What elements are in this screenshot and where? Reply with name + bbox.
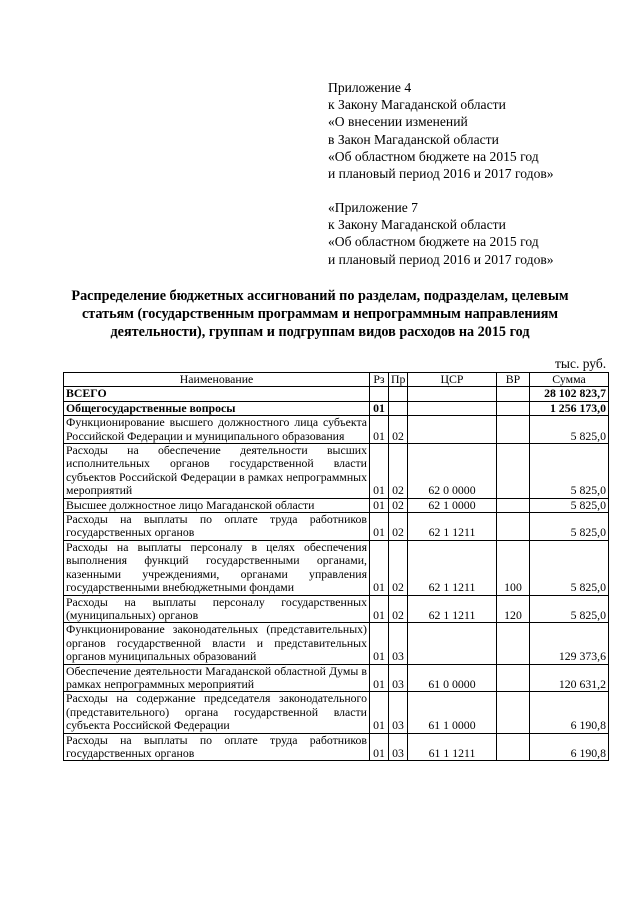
cell-csr <box>408 623 497 664</box>
table-row <box>64 540 609 595</box>
cell-name: Расходы на выплаты персоналу государственных (муниципальных) органов <box>64 595 370 623</box>
unit-label: тыс. руб. <box>555 356 607 371</box>
cell-name: Обеспечение деятельности Магаданской областной Думы в рамках непрограммных мероприятий <box>64 664 370 692</box>
cell-pr: 02 <box>389 498 408 512</box>
cell-csr: 62 1 1211 <box>408 595 497 623</box>
cell-csr: 62 0 0000 <box>408 444 497 499</box>
header-rz: Рз <box>370 373 389 387</box>
cell-vr: 100 <box>497 540 530 595</box>
table-row <box>64 498 609 512</box>
budget-table <box>63 372 609 761</box>
table-header-row <box>64 373 609 387</box>
cell-sum: 5 825,0 <box>530 498 609 512</box>
table-row <box>64 416 609 444</box>
cell-sum: 6 190,8 <box>530 733 609 761</box>
cell-name: Расходы на выплаты по оплате труда работников государственных органов <box>64 513 370 541</box>
cell-vr: 120 <box>497 595 530 623</box>
cell-rz: 01 <box>370 692 389 733</box>
cell-pr: 03 <box>389 692 408 733</box>
appendix-line: «Об областном бюджете на 2015 год <box>328 148 539 164</box>
appendix-line: и плановый период 2016 и 2017 годов» <box>328 251 554 267</box>
cell-pr: 02 <box>389 595 408 623</box>
cell-rz: 01 <box>370 623 389 664</box>
table-row <box>64 664 609 692</box>
cell-sum: 129 373,6 <box>530 623 609 664</box>
cell-sum: 6 190,8 <box>530 692 609 733</box>
cell-csr: 61 1 0000 <box>408 692 497 733</box>
appendix-line: в Закон Магаданской области <box>328 131 499 147</box>
appendix-original-header <box>328 199 554 268</box>
cell-vr <box>497 733 530 761</box>
document-title: Распределение бюджетных ассигнований по разделам, подразделам, целевым статьям (государственным программам и непрограммным направлениям деятельности), группам и подгруппам видов расходов на 2015 год <box>71 288 569 340</box>
cell-sum: 28 102 823,7 <box>530 387 609 401</box>
cell-vr <box>497 416 530 444</box>
appendix-line: и плановый период 2016 и 2017 годов» <box>328 166 554 182</box>
cell-name: Функционирование законодательных (представительных) органов государственной власти и представительных органов муниципальных образований <box>64 623 370 664</box>
header-vr: ВР <box>497 373 530 387</box>
appendix-line: к Закону Магаданской области <box>328 217 506 233</box>
cell-csr <box>408 416 497 444</box>
cell-sum: 5 825,0 <box>530 595 609 623</box>
cell-vr <box>497 387 530 401</box>
table-row <box>64 733 609 761</box>
cell-name: ВСЕГО <box>64 387 370 401</box>
appendix-current-header <box>328 79 554 182</box>
cell-sum: 5 825,0 <box>530 513 609 541</box>
cell-vr <box>497 498 530 512</box>
cell-rz <box>370 387 389 401</box>
cell-rz: 01 <box>370 444 389 499</box>
appendix-line: «Об областном бюджете на 2015 год <box>328 234 539 250</box>
cell-name: Расходы на обеспечение деятельности высших исполнительных органов государственной власти субъектов Российской Федерации в рамках непрограммных мероприятий <box>64 444 370 499</box>
cell-rz: 01 <box>370 498 389 512</box>
cell-rz: 01 <box>370 595 389 623</box>
cell-sum: 5 825,0 <box>530 444 609 499</box>
table-row <box>64 387 609 401</box>
cell-pr <box>389 401 408 415</box>
cell-name: Расходы на выплаты по оплате труда работников государственных органов <box>64 733 370 761</box>
cell-rz: 01 <box>370 513 389 541</box>
appendix-line: «Приложение 7 <box>328 200 418 215</box>
header-pr: Пр <box>389 373 408 387</box>
table-row <box>64 692 609 733</box>
table-row <box>64 513 609 541</box>
cell-name: Общегосударственные вопросы <box>64 401 370 415</box>
cell-csr: 62 1 1211 <box>408 513 497 541</box>
appendix-line: «О внесении изменений <box>328 114 468 130</box>
cell-vr <box>497 444 530 499</box>
cell-rz: 01 <box>370 540 389 595</box>
cell-name: Расходы на содержание председателя законодательного (представительного) органа государственной власти субъекта Российской Федерации <box>64 692 370 733</box>
cell-name: Расходы на выплаты персоналу в целях обеспечения выполнения функций государственными органами, казенными учреждениями, органами управления государственными внебюджетными фондами <box>64 540 370 595</box>
cell-vr <box>497 623 530 664</box>
appendix-line: к Закону Магаданской области <box>328 97 506 113</box>
cell-name: Высшее должностное лицо Магаданской области <box>64 498 370 512</box>
cell-name: Функционирование высшего должностного лица субъекта Российской Федерации и муниципального образования <box>64 416 370 444</box>
table-row <box>64 401 609 415</box>
cell-vr <box>497 513 530 541</box>
table-row <box>64 623 609 664</box>
cell-sum: 1 256 173,0 <box>530 401 609 415</box>
cell-pr: 02 <box>389 416 408 444</box>
cell-sum: 5 825,0 <box>530 416 609 444</box>
cell-rz: 01 <box>370 733 389 761</box>
header-csr: ЦСР <box>408 373 497 387</box>
cell-sum: 5 825,0 <box>530 540 609 595</box>
cell-pr: 03 <box>389 664 408 692</box>
cell-rz: 01 <box>370 401 389 415</box>
cell-pr: 02 <box>389 540 408 595</box>
cell-csr: 61 1 1211 <box>408 733 497 761</box>
header-name: Наименование <box>64 373 370 387</box>
cell-rz: 01 <box>370 664 389 692</box>
table-row <box>64 444 609 499</box>
cell-vr <box>497 401 530 415</box>
appendix-line: Приложение 4 <box>328 80 412 95</box>
cell-pr: 03 <box>389 733 408 761</box>
cell-pr: 03 <box>389 623 408 664</box>
cell-csr <box>408 387 497 401</box>
table-row <box>64 595 609 623</box>
cell-vr <box>497 664 530 692</box>
cell-pr: 02 <box>389 513 408 541</box>
cell-csr: 62 1 0000 <box>408 498 497 512</box>
cell-pr: 02 <box>389 444 408 499</box>
cell-vr <box>497 692 530 733</box>
cell-csr: 61 0 0000 <box>408 664 497 692</box>
cell-rz: 01 <box>370 416 389 444</box>
header-sum: Сумма <box>530 373 609 387</box>
cell-pr <box>389 387 408 401</box>
cell-csr <box>408 401 497 415</box>
cell-sum: 120 631,2 <box>530 664 609 692</box>
cell-csr: 62 1 1211 <box>408 540 497 595</box>
